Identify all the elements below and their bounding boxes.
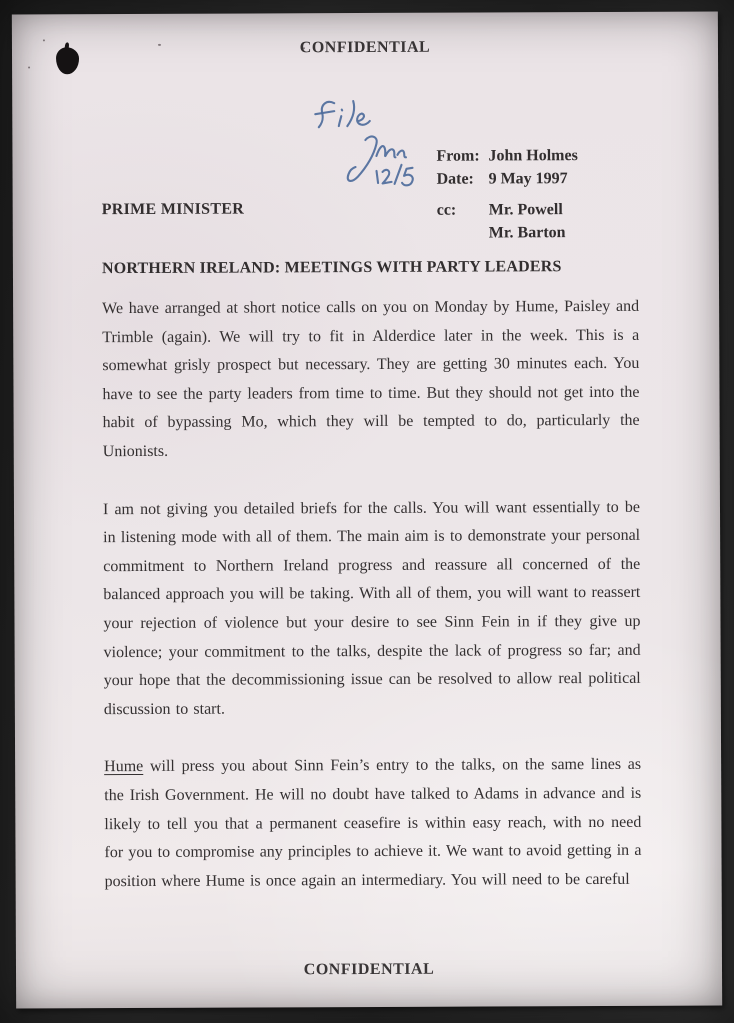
from-row [436, 144, 577, 168]
memo-body [102, 293, 642, 926]
from-label: From: [436, 147, 480, 165]
date-label: Date: [436, 170, 474, 188]
memo-title: NORTHERN IRELAND: MEETINGS WITH PARTY LEADERS [101, 258, 562, 278]
underlined-name: Hume [104, 758, 144, 776]
date-value: 9 May 1997 [488, 170, 568, 188]
paragraph [104, 751, 642, 896]
classification-footer: CONFIDENTIAL [303, 960, 435, 979]
cc-recipient: Mr. Powell [488, 201, 563, 219]
cc-block [437, 198, 566, 245]
paragraph-text: will press you about Sinn Fein’s entry to the talks, on the same lines as the Irish Government. He will no doubt have talked to Adams in advance and is likely to tell you that a permanent ceasefire is within easy reach, with no need for you to compromise any principles to achieve it. We want to avoid getting in a position where Hume is once again an intermediary. You will need to be careful [104, 756, 642, 890]
paragraph: We have arranged at short notice calls on you on Monday by Hume, Paisley and Trimble (again). We will try to fit in Alderdice later in the week. This is a somewhat grisly prospect but necessary. They are getting 30 minutes each. You have to see the party leaders from time to time. But they should not get into the habit of bypassing Mo, which they will be tempted to do, particularly the Unionists. [102, 297, 640, 461]
classification-header: CONFIDENTIAL [299, 38, 431, 57]
dust-speck [28, 66, 30, 68]
cc-label: cc: [436, 201, 457, 219]
paragraph: I am not giving you detailed briefs for the calls. You will want essentially to be in listening mode with all of them. The main aim is to demonstrate your personal commitment to Northern Ireland progress and reassure all concerned of the balanced approach you will be taking. With all of them, you will want to reassert your rejection of violence but your desire to see Sinn Fein in if they give up violence; your commitment to the talks, despite the lack of progress so far; and your hope that the decommissioning issue can be resolved to allow real political discussion to start. [102, 498, 641, 718]
cc-recipient: Mr. Barton [488, 224, 566, 242]
date-row [437, 167, 578, 191]
memo-page [12, 11, 722, 1008]
memo-meta [436, 144, 578, 191]
addressee: PRIME MINISTER [101, 200, 245, 219]
handwritten-annotation [310, 93, 422, 197]
from-value: John Holmes [488, 147, 578, 165]
handwriting-ink [315, 101, 413, 186]
